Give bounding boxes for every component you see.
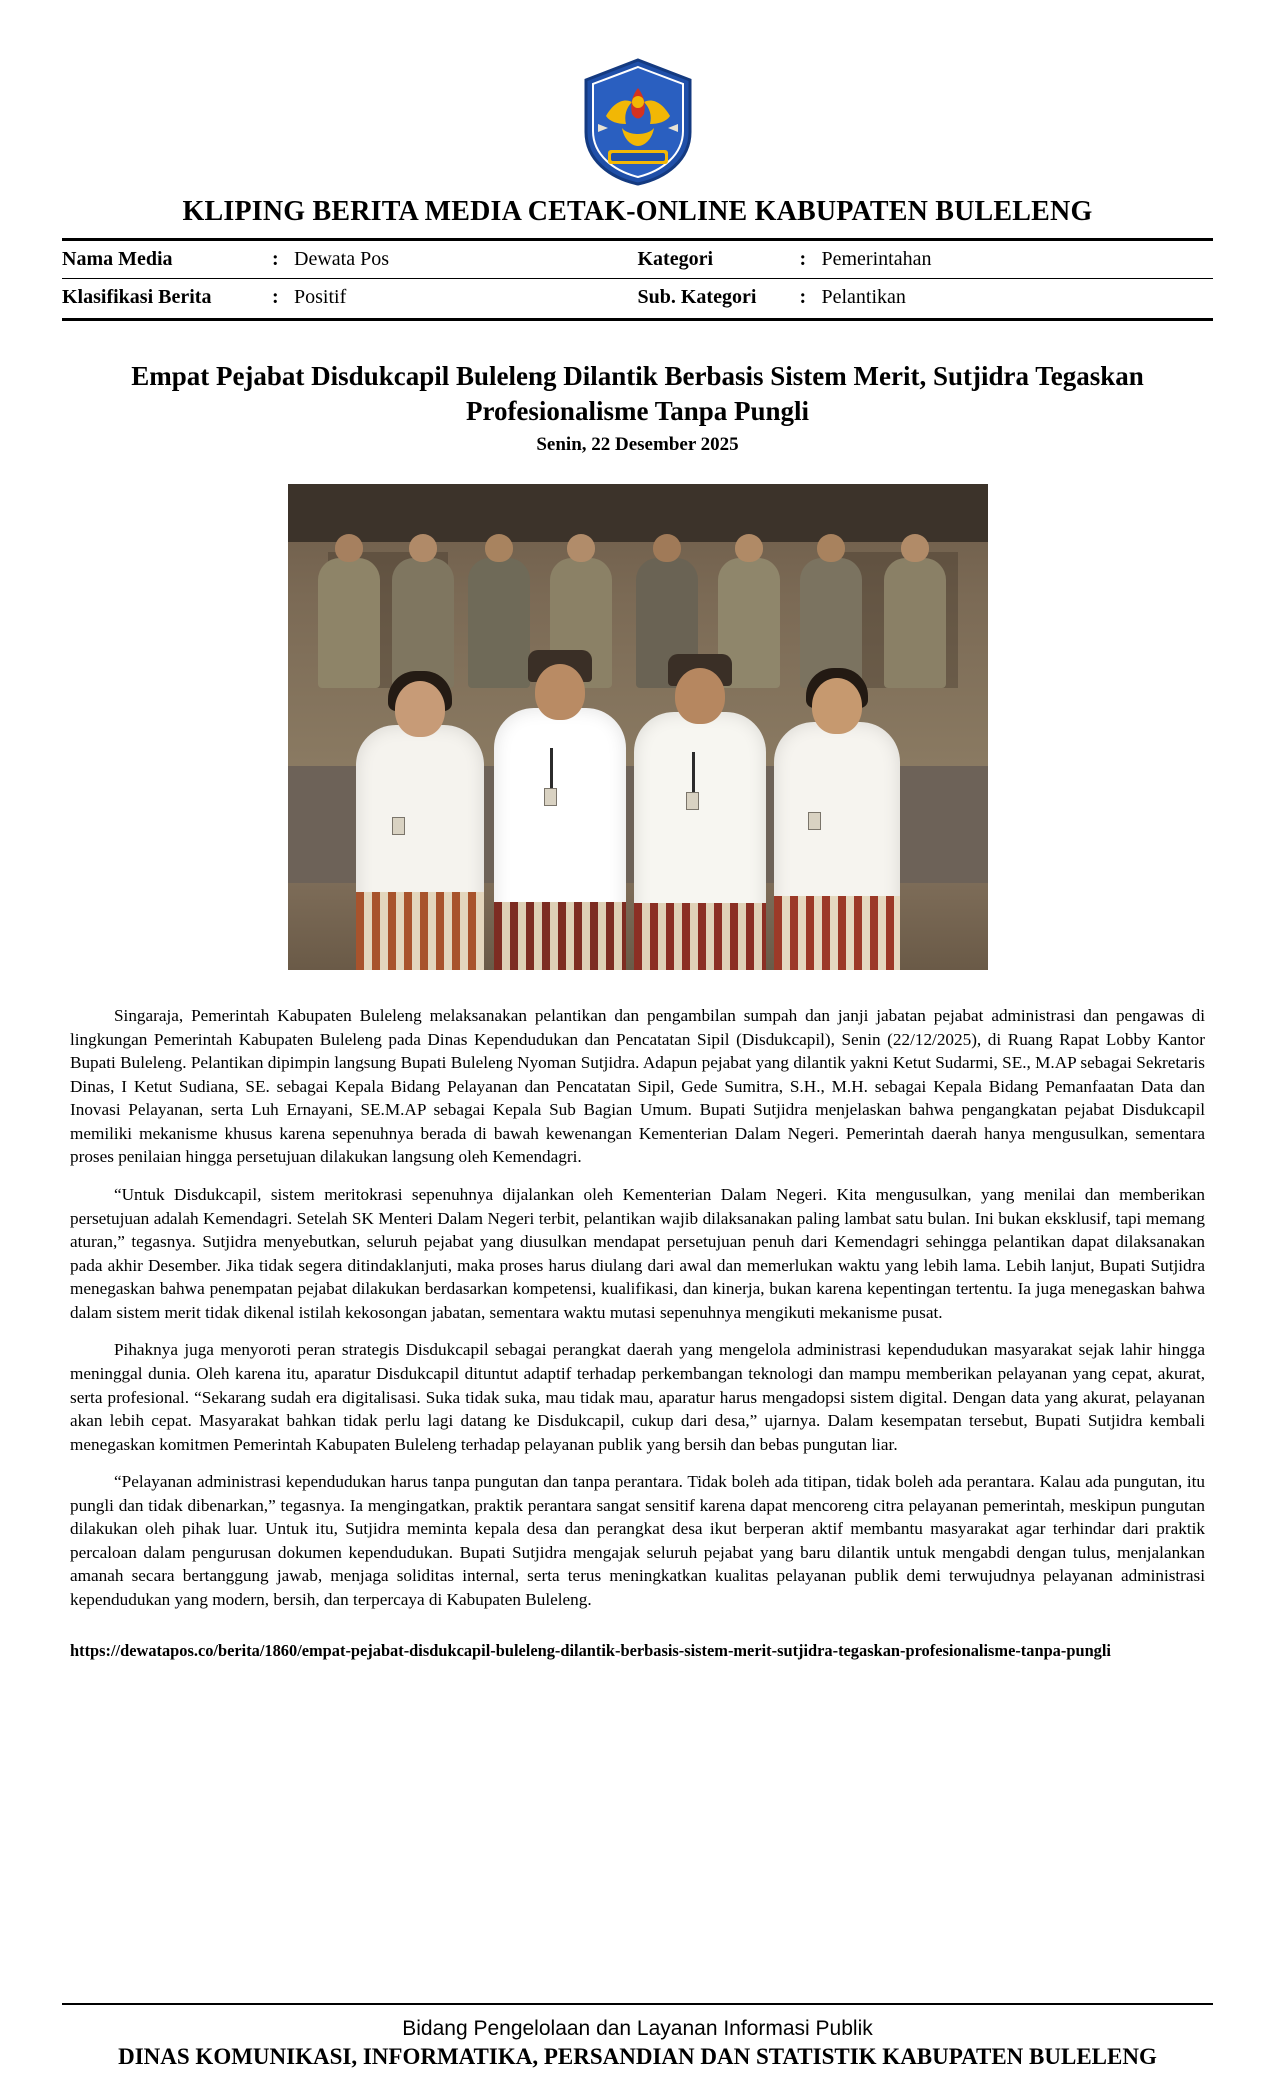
- article-paragraph: Singaraja, Pemerintah Kabupaten Buleleng melaksanakan pelantikan dan pengambilan sumpah dan janji jabatan pejabat administrasi dan pengawas di lingkungan Pemerintah Kabupaten Buleleng pada Dinas Kependudukan dan Pencatatan Sipil (Disdukcapil), Senin (22/12/2025), di Ruang Rapat Lobby Kantor Bupati Buleleng. Pelantikan dipimpin langsung Bupati Buleleng Nyoman Sutjidra. Adapun pejabat yang dilantik yakni Ketut Sudarmi, SE., M.AP sebagai Sekretaris Dinas, I Ketut Sudiana, SE. sebagai Kepala Bidang Pelayanan dan Pencatatan Sipil, Gede Sumitra, S.H., M.H. sebagai Kepala Bidang Pemanfaatan Data dan Inovasi Pelayanan, serta Luh Ernayani, SE.M.AP sebagai Kepala Sub Bagian Umum. Bupati Sutjidra menjelaskan bahwa pengangkatan pejabat Disdukcapil memiliki mekanisme khusus karena sepenuhnya berada di bawah kewenangan Kementerian Dalam Negeri. Pemerintah daerah hanya mengusulkan, sementara proses penilaian hingga persetujuan dilakukan langsung oleh Kemendagri.: [70, 1006, 1205, 1167]
- metadata-value-kategori: Pemerintahan: [821, 248, 932, 270]
- article-paragraph: “Pelayanan administrasi kependudukan harus tanpa pungutan dan tanpa perantara. Tidak boleh ada titipan, tidak boleh ada perantara. Kalau ada pungutan, itu pungli dan tidak dibenarkan,” tegasnya. Ia mengingatkan, praktik perantara sangat sensitif karena dapat mencoreng citra pelayanan pemerintah, meskipun pungutan dilakukan oleh pihak luar. Untuk itu, Sutjidra meminta kepala desa dan perangkat desa ikut berperan aktif membantu masyarakat agar terhindar dari praktik percaloan dalam pengurusan dokumen kependudukan. Bupati Sutjidra mengajak seluruh pejabat yang baru dilantik untuk mengabdi dengan tulus, menjalankan amanah secara bertanggung jawab, menjaga soliditas internal, serta terus meningkatkan kualitas pelayanan publik demi terwujudnya pelayanan administrasi kependudukan yang modern, bersih, dan terpercaya di Kabupaten Buleleng.: [70, 1472, 1205, 1610]
- metadata-cell-kategori: [638, 248, 1214, 271]
- metadata-value-media: Dewata Pos: [294, 248, 389, 270]
- metadata-cell-subkategori: [638, 286, 1214, 309]
- metadata-colon: :: [272, 286, 279, 308]
- article-photo: [288, 484, 988, 970]
- metadata-colon: :: [272, 248, 279, 270]
- article-body: [62, 1004, 1213, 1626]
- article-paragraph: Pihaknya juga menyoroti peran strategis Disdukcapil sebagai perangkat daerah yang mengelola administrasi kependudukan masyarakat sejak lahir hingga meninggal dunia. Oleh karena itu, aparatur Disdukcapil dituntut adaptif terhadap perkembangan teknologi dan mampu memberikan pelayanan yang cepat, akurat, serta profesional. “Sekarang sudah era digitalisasi. Suka tidak suka, mau tidak mau, aparatur harus mengadopsi sistem digital. Dengan data yang akurat, pelayanan akan lebih cepat. Masyarakat bahkan tidak perlu lagi datang ke Disdukcapil, cukup dari desa,” ujarnya. Dalam kesempatan tersebut, Bupati Sutjidra kembali menegaskan komitmen Pemerintah Kabupaten Buleleng terhadap pelayanan publik yang bersih dan bebas pungutan liar.: [70, 1340, 1205, 1454]
- footer-department-division: Bidang Pengelolaan dan Layanan Informasi Publik: [402, 2017, 873, 2040]
- metadata-label-kategori: Kategori: [637, 248, 714, 270]
- footer-divider: [62, 2003, 1213, 2005]
- page-footer: [62, 2003, 1213, 2100]
- metadata-cell-klasifikasi: [62, 286, 638, 309]
- metadata-colon: :: [799, 286, 807, 308]
- metadata-label-media: Nama Media: [62, 248, 173, 270]
- article-photo-container: [62, 484, 1213, 970]
- metadata-colon: :: [799, 248, 807, 270]
- metadata-row: [62, 279, 1213, 316]
- footer-department-name: DINAS KOMUNIKASI, INFORMATIKA, PERSANDIAN DAN STATISTIK KABUPATEN BULELENG: [118, 2044, 1157, 2069]
- article-date: Senin, 22 Desember 2025: [536, 434, 739, 456]
- article-headline: Empat Pejabat Disdukcapil Buleleng Dilantik Berbasis Sistem Merit, Sutjidra Tegaskan Profesionalisme Tanpa Pungli: [131, 361, 1144, 426]
- emblem-container: [62, 58, 1213, 186]
- metadata-cell-media: [62, 248, 638, 271]
- buleleng-regency-emblem-icon: [578, 58, 698, 186]
- metadata-table: [62, 241, 1213, 316]
- article-source-link[interactable]: https://dewatapos.co/berita/1860/empat-pejabat-disdukcapil-buleleng-dilantik-berbasis-sistem-merit-sutjidra-tegaskan-profesionalisme-tanpa-pungli: [70, 1640, 1111, 1660]
- metadata-value-klasifikasi: Positif: [294, 286, 347, 308]
- metadata-value-subkategori: Pelantikan: [821, 286, 906, 308]
- metadata-row: [62, 241, 1213, 278]
- photo-foreground-officials: [288, 649, 988, 970]
- metadata-divider-bottom: [62, 318, 1213, 321]
- article-paragraph: “Untuk Disdukcapil, sistem meritokrasi sepenuhnya dijalankan oleh Kementerian Dalam Negeri. Kita mengusulkan, yang menilai dan memberikan persetujuan adalah Kemendagri. Setelah SK Menteri Dalam Negeri terbit, pelantikan wajib dilaksanakan paling lambat satu bulan. Ini bukan eksklusif, tapi memang aturan,” tegasnya. Sutjidra menyebutkan, seluruh pejabat yang diusulkan mendapat persetujuan penuh dari Kemendagri sehingga pelantikan dapat dilaksanakan pada akhir Desember. Jika tidak segera ditindaklanjuti, maka proses harus diulang dari awal dan memerlukan waktu yang lebih lama. Lebih lanjut, Bupati Sutjidra menegaskan bahwa penempatan pejabat dilakukan berdasarkan kompetensi, kualifikasi, dan kinerja, bukan karena kepentingan tertentu. Ia juga menegaskan bahwa dalam sistem merit tidak dikenal istilah kekosongan jabatan, sementara waktu mutasi sepenuhnya mengikuti mekanisme pusat.: [70, 1185, 1205, 1322]
- page-title: KLIPING BERITA MEDIA CETAK-ONLINE KABUPATEN BULELENG: [182, 196, 1093, 227]
- metadata-label-klasifikasi: Klasifikasi Berita: [62, 286, 212, 308]
- metadata-label-subkategori: Sub. Kategori: [637, 286, 757, 308]
